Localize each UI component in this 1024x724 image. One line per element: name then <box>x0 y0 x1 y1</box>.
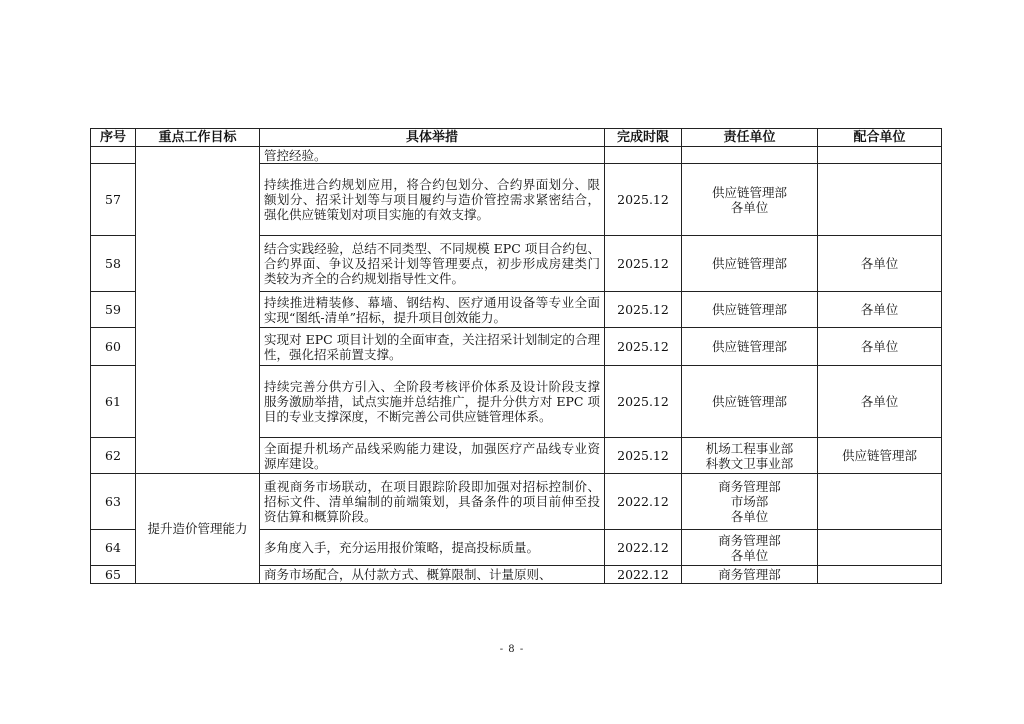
row-number: 58 <box>91 236 136 292</box>
table-body <box>91 147 942 584</box>
cooperating-unit: 各单位 <box>818 292 942 328</box>
deadline: 2025.12 <box>605 164 682 236</box>
responsible-unit <box>682 474 818 530</box>
row-number: 63 <box>91 474 136 530</box>
responsible-unit-line: 商务管理部 <box>718 479 781 494</box>
responsible-unit-line: 各单位 <box>730 547 769 563</box>
measure-text: 管控经验。 <box>260 147 605 164</box>
deadline: 2025.12 <box>605 366 682 438</box>
deadline: 2022.12 <box>605 474 682 530</box>
cooperating-unit <box>818 147 942 164</box>
responsible-unit-line: 各单位 <box>730 199 769 215</box>
responsible-unit <box>682 438 818 474</box>
page-number: - 8 - <box>499 644 525 655</box>
row-number: 65 <box>91 566 136 584</box>
cooperating-unit <box>818 474 942 530</box>
table-row <box>91 474 942 530</box>
measure-text: 重视商务市场联动，在项目跟踪阶段即加强对招标控制价、招标文件、清单编制的前端策划，具备条件的项目前伸至投资估算和概算阶段。 <box>260 474 605 530</box>
cooperating-unit <box>818 530 942 566</box>
responsible-unit <box>682 530 818 566</box>
deadline: 2025.12 <box>605 328 682 366</box>
header-num: 序号 <box>91 129 136 147</box>
goal-cell: 提升造价管理能力 <box>136 474 260 584</box>
header-deadline: 完成时限 <box>605 129 682 147</box>
responsible-unit <box>682 147 818 164</box>
responsible-unit-line: 供应链管理部 <box>711 339 787 354</box>
responsible-unit-line: 商务管理部 <box>718 567 781 582</box>
responsible-unit-line: 科教文卫事业部 <box>705 455 794 471</box>
measure-text: 结合实践经验，总结不同类型、不同规模 EPC 项目合约包、合约界面、争议及招采计划等管理要点，初步形成房建类门类较为齐全的合约规划指导性文件。 <box>260 236 605 292</box>
cooperating-unit: 各单位 <box>818 366 942 438</box>
responsible-unit-line: 供应链管理部 <box>711 184 787 200</box>
responsible-unit <box>682 292 818 328</box>
responsible-unit-line: 各单位 <box>730 509 769 524</box>
measure-text: 商务市场配合，从付款方式、概算限制、计量原则、 <box>260 566 605 584</box>
row-number: 61 <box>91 366 136 438</box>
measure-text: 多角度入手，充分运用报价策略，提高投标质量。 <box>260 530 605 566</box>
row-number: 62 <box>91 438 136 474</box>
responsible-unit-line: 商务管理部 <box>718 532 781 548</box>
header-cooperating: 配合单位 <box>818 129 942 147</box>
measure-text: 持续推进精装修、幕墙、钢结构、医疗通用设备等专业全面实现“图纸-清单”招标，提升项目创效能力。 <box>260 292 605 328</box>
table-row <box>91 147 942 164</box>
measure-text: 全面提升机场产品线采购能力建设，加强医疗产品线专业资源库建设。 <box>260 438 605 474</box>
row-number: 57 <box>91 164 136 236</box>
header-measure: 具体举措 <box>260 129 605 147</box>
responsible-unit-line: 机场工程事业部 <box>705 440 794 456</box>
cooperating-unit: 各单位 <box>818 236 942 292</box>
cooperating-unit: 各单位 <box>818 328 942 366</box>
header-goal: 重点工作目标 <box>136 129 260 147</box>
row-number: 59 <box>91 292 136 328</box>
responsible-unit <box>682 328 818 366</box>
row-number <box>91 147 136 164</box>
measure-text: 持续推进合约规划应用，将合约包划分、合约界面划分、限额划分、招采计划等与项目履约与造价管控需求紧密结合，强化供应链策划对项目实施的有效支撑。 <box>260 164 605 236</box>
row-number: 60 <box>91 328 136 366</box>
deadline: 2025.12 <box>605 438 682 474</box>
cooperating-unit: 供应链管理部 <box>818 438 942 474</box>
responsible-unit <box>682 366 818 438</box>
measure-text: 持续完善分供方引入、全阶段考核评价体系及设计阶段支撑服务激励举措，试点实施并总结推广，提升分供方对 EPC 项目的专业支撑深度，不断完善公司供应链管理体系。 <box>260 366 605 438</box>
responsible-unit-line: 市场部 <box>730 494 769 509</box>
responsible-unit-line: 供应链管理部 <box>711 302 787 317</box>
responsible-unit <box>682 236 818 292</box>
measure-text: 实现对 EPC 项目计划的全面审查，关注招采计划制定的合理性，强化招采前置支撑。 <box>260 328 605 366</box>
responsible-unit-line: 供应链管理部 <box>711 256 787 271</box>
row-number: 64 <box>91 530 136 566</box>
header-responsible: 责任单位 <box>682 129 818 147</box>
deadline: 2025.12 <box>605 236 682 292</box>
deadline: 2022.12 <box>605 530 682 566</box>
cooperating-unit <box>818 164 942 236</box>
responsible-unit <box>682 164 818 236</box>
work-table <box>90 128 942 584</box>
responsible-unit-line: 供应链管理部 <box>711 394 787 409</box>
header-row <box>91 129 942 147</box>
deadline: 2022.12 <box>605 566 682 584</box>
goal-cell-previous <box>136 147 260 474</box>
deadline <box>605 147 682 164</box>
cooperating-unit <box>818 566 942 584</box>
deadline: 2025.12 <box>605 292 682 328</box>
responsible-unit <box>682 566 818 584</box>
